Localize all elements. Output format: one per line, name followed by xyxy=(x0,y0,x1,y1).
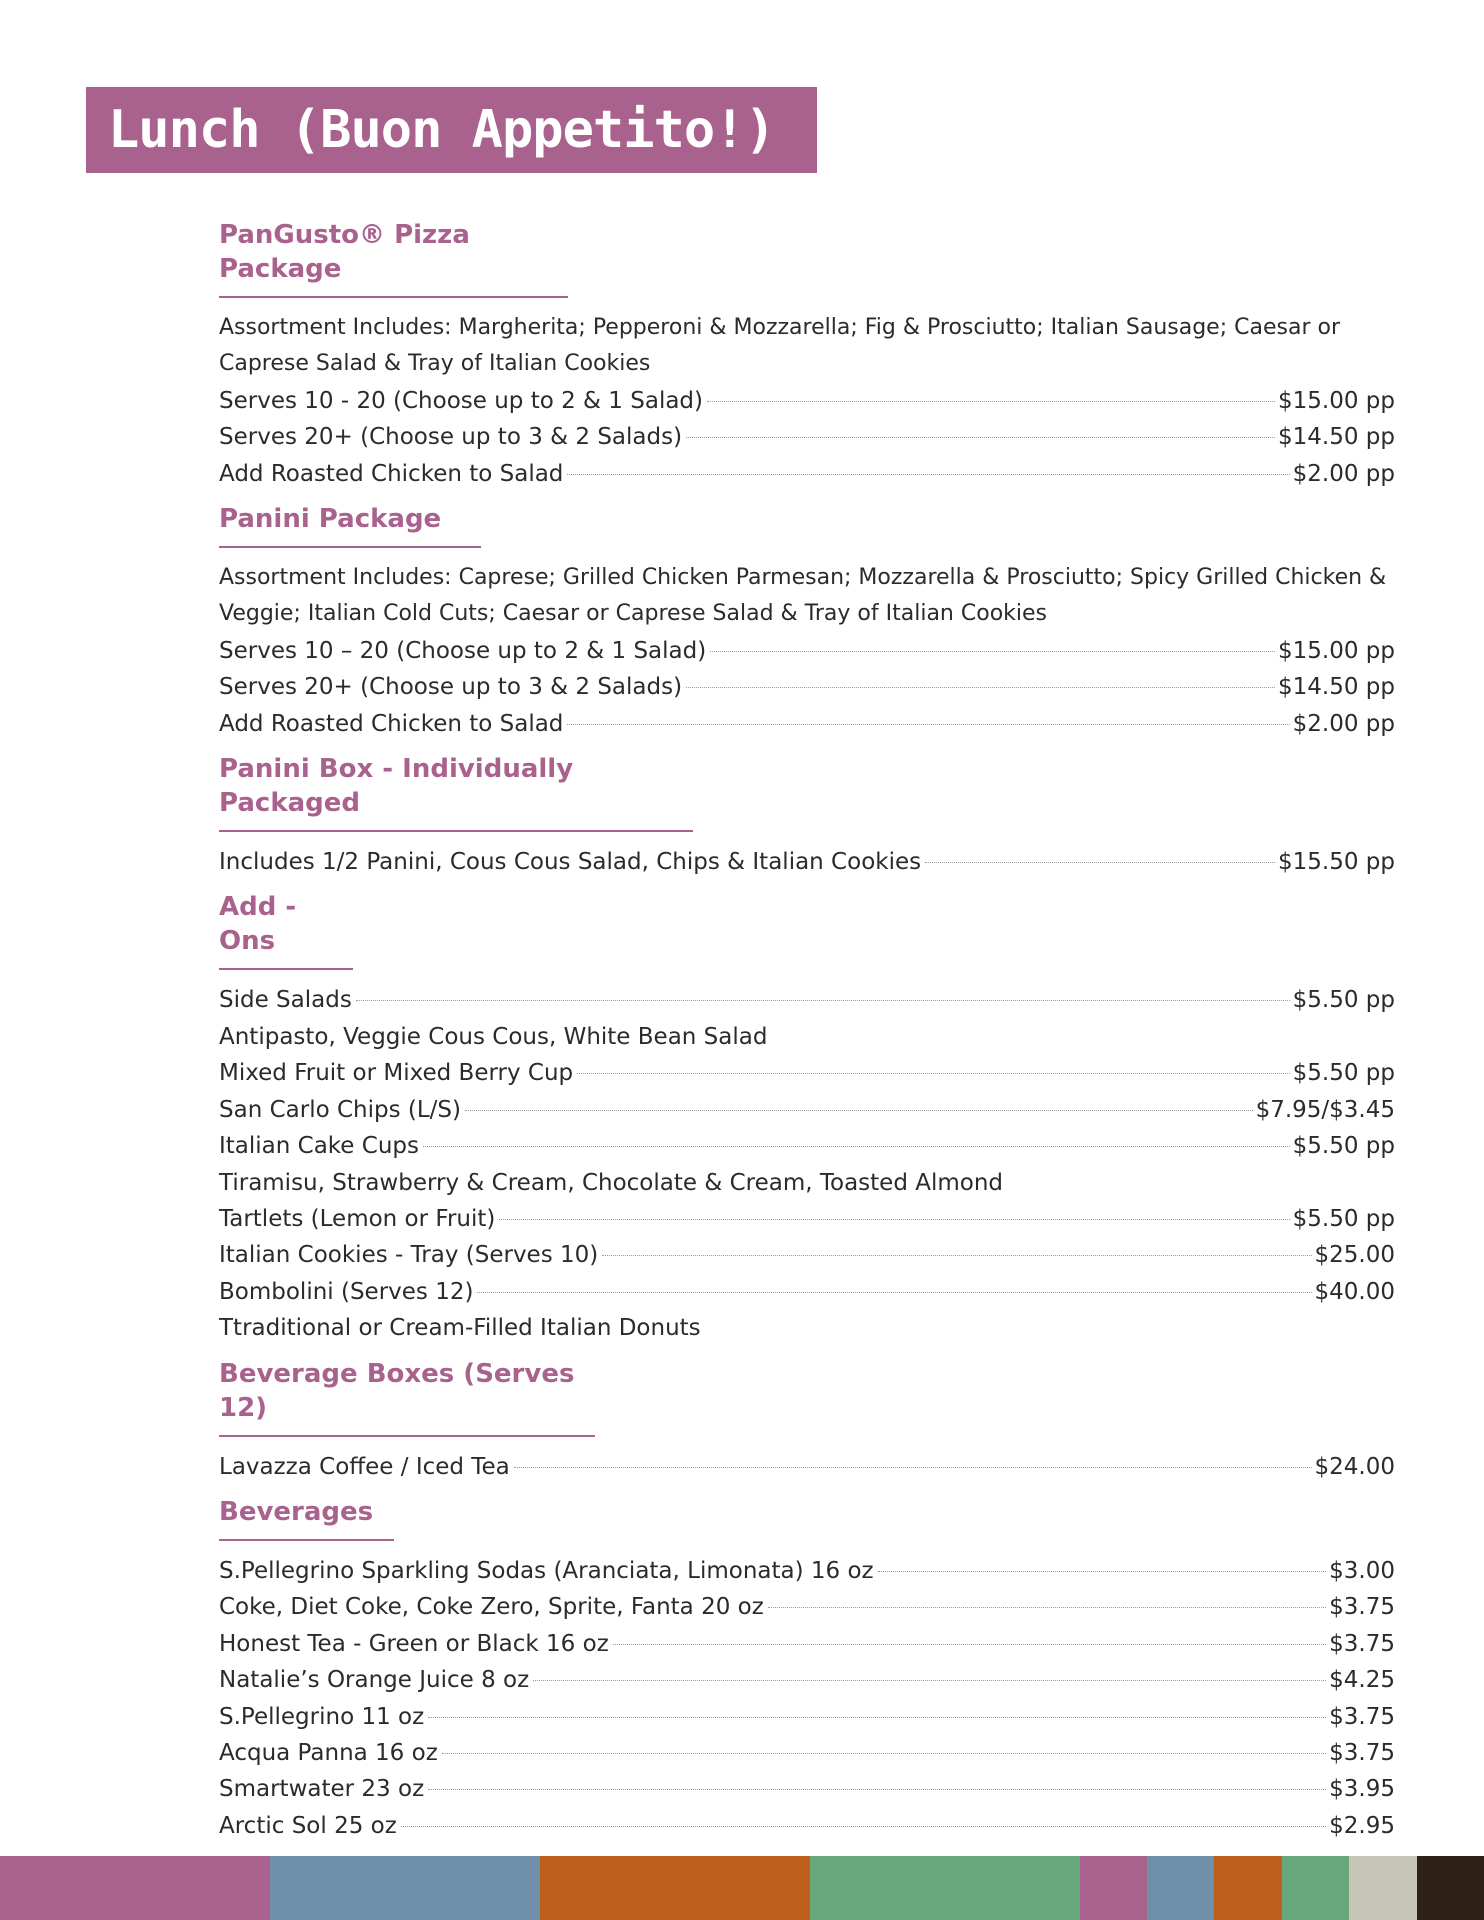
item-label: Natalie’s Orange Juice 8 oz xyxy=(219,1667,530,1694)
section-beverage-boxes xyxy=(219,1357,1395,1485)
menu-item xyxy=(219,1274,1395,1310)
section-add-ons xyxy=(219,890,1395,1346)
section-title: Beverage Boxes (Serves 12) xyxy=(219,1358,575,1423)
item-price: $15.00 pp xyxy=(1278,387,1395,414)
dot-leader xyxy=(602,1255,1311,1256)
item-price: $24.00 xyxy=(1314,1453,1395,1480)
item-label: Side Salads xyxy=(219,987,352,1014)
section-underline xyxy=(219,296,568,298)
item-price: $3.95 xyxy=(1329,1776,1395,1803)
item-label: Mixed Fruit or Mixed Berry Cup xyxy=(219,1060,574,1087)
footer-color-stripes xyxy=(0,1856,1484,1920)
dot-leader xyxy=(567,474,1289,475)
footer-stripe xyxy=(1282,1856,1349,1920)
dot-leader xyxy=(401,1826,1326,1827)
section-header xyxy=(219,502,481,560)
dot-leader xyxy=(442,1753,1326,1754)
item-label: Lavazza Coffee / Iced Tea xyxy=(219,1453,510,1480)
menu-item xyxy=(219,1662,1395,1698)
dot-leader xyxy=(686,687,1275,688)
dot-leader xyxy=(707,401,1275,402)
section-underline xyxy=(219,1539,394,1541)
dot-leader xyxy=(533,1680,1326,1681)
item-price: $5.50 pp xyxy=(1292,1060,1395,1087)
item-label: S.Pellegrino 11 oz xyxy=(219,1703,425,1730)
dot-leader xyxy=(710,651,1275,652)
section-title: Panini Package xyxy=(219,504,442,535)
menu-item xyxy=(219,1201,1395,1237)
item-label: Coke, Diet Coke, Coke Zero, Sprite, Fanta 20 oz xyxy=(219,1594,764,1621)
section-title: Beverages xyxy=(219,1496,374,1527)
footer-stripe xyxy=(0,1856,270,1920)
dot-leader xyxy=(514,1467,1312,1468)
footer-stripe xyxy=(270,1856,540,1920)
dot-leader xyxy=(925,862,1275,863)
menu-item xyxy=(219,1808,1395,1844)
item-price: $15.50 pp xyxy=(1278,849,1395,876)
menu-item xyxy=(219,982,1395,1018)
item-price: $2.00 pp xyxy=(1292,710,1395,737)
dot-leader xyxy=(613,1644,1326,1645)
dot-leader xyxy=(423,1146,1290,1147)
section-header xyxy=(219,752,693,844)
item-note: Antipasto, Veggie Cous Cous, White Bean Salad xyxy=(219,1023,768,1050)
dot-leader xyxy=(686,437,1275,438)
dot-leader xyxy=(878,1571,1327,1572)
item-price: $4.25 xyxy=(1329,1667,1395,1694)
menu-item xyxy=(219,633,1395,669)
section-title: PanGusto® Pizza Package xyxy=(219,220,470,284)
item-label: Serves 20+ (Choose up to 3 & 2 Salads) xyxy=(219,424,683,451)
section-header xyxy=(219,890,353,982)
item-label: Includes 1/2 Panini, Cous Cous Salad, Chips & Italian Cookies xyxy=(219,849,922,876)
menu-item xyxy=(219,1553,1395,1589)
item-label: Add Roasted Chicken to Salad xyxy=(219,460,564,487)
menu-item xyxy=(219,419,1395,455)
item-label: Bombolini (Serves 12) xyxy=(219,1278,474,1305)
dot-leader xyxy=(768,1607,1326,1608)
item-price: $2.00 pp xyxy=(1292,460,1395,487)
dot-leader xyxy=(356,1000,1290,1001)
item-price: $5.50 pp xyxy=(1292,987,1395,1014)
menu-item xyxy=(219,1449,1395,1485)
dot-leader xyxy=(499,1219,1289,1220)
menu-item xyxy=(219,1735,1395,1771)
item-label: Arctic Sol 25 oz xyxy=(219,1812,397,1839)
menu-item xyxy=(219,1055,1395,1091)
section-description: Assortment Includes: Margherita; Pepperoni & Mozzarella; Fig & Prosciutto; Italian Sausage; Caesar or Caprese Salad & Tray of Italian Cookies xyxy=(219,315,1340,377)
section-panini-package xyxy=(219,502,1395,742)
menu-item xyxy=(219,1626,1395,1662)
item-label: Add Roasted Chicken to Salad xyxy=(219,710,564,737)
item-price: $3.75 xyxy=(1329,1703,1395,1730)
item-label: Italian Cookies - Tray (Serves 10) xyxy=(219,1242,599,1269)
footer-stripe xyxy=(810,1856,1080,1920)
item-label: Italian Cake Cups xyxy=(219,1133,419,1160)
item-price: $5.50 pp xyxy=(1292,1205,1395,1232)
footer-stripe xyxy=(1349,1856,1417,1920)
item-price: $5.50 pp xyxy=(1292,1133,1395,1160)
item-label: Serves 10 - 20 (Choose up to 2 & 1 Salad) xyxy=(219,387,703,414)
section-underline xyxy=(219,968,353,970)
item-price: $15.00 pp xyxy=(1278,637,1395,664)
item-price: $3.75 xyxy=(1329,1594,1395,1621)
section-header xyxy=(219,1357,595,1449)
item-price: $40.00 xyxy=(1314,1278,1395,1305)
item-label: Smartwater 23 oz xyxy=(219,1776,425,1803)
section-title: Panini Box - Individually Packaged xyxy=(219,754,574,819)
menu-item xyxy=(219,706,1395,742)
menu-item xyxy=(219,1771,1395,1807)
dot-leader xyxy=(465,1110,1253,1111)
menu-item xyxy=(219,1237,1395,1273)
section-description: Assortment Includes: Caprese; Grilled Chicken Parmesan; Mozzarella & Prosciutto; Spicy Grilled Chicken & Veggie; Italian Cold Cuts; Caesar or Caprese Salad & Tray of Italian Cookies xyxy=(219,565,1387,627)
menu-item xyxy=(219,844,1395,880)
item-label: Honest Tea - Green or Black 16 oz xyxy=(219,1630,609,1657)
footer-stripe xyxy=(1417,1856,1484,1920)
item-label: Tartlets (Lemon or Fruit) xyxy=(219,1205,496,1232)
item-price: $14.50 pp xyxy=(1278,424,1395,451)
footer-stripe xyxy=(1147,1856,1214,1920)
footer-stripe xyxy=(540,1856,810,1920)
item-label: S.Pellegrino Sparkling Sodas (Aranciata, Limonata) 16 oz xyxy=(219,1557,874,1584)
dot-leader xyxy=(428,1789,1326,1790)
menu-item xyxy=(219,1128,1395,1164)
item-price: $25.00 xyxy=(1314,1242,1395,1269)
footer-stripe xyxy=(1214,1856,1282,1920)
item-label: Serves 20+ (Choose up to 3 & 2 Salads) xyxy=(219,674,683,701)
dot-leader xyxy=(567,724,1289,725)
section-beverages xyxy=(219,1495,1395,1844)
section-underline xyxy=(219,830,693,832)
menu-item xyxy=(219,1092,1395,1128)
menu-item xyxy=(219,669,1395,705)
item-note: Tiramisu, Strawberry & Cream, Chocolate & Cream, Toasted Almond xyxy=(219,1169,1004,1196)
item-price: $3.75 xyxy=(1329,1630,1395,1657)
item-price: $3.75 xyxy=(1329,1739,1395,1766)
item-price: $2.95 xyxy=(1329,1812,1395,1839)
section-title: Add - Ons xyxy=(219,892,297,957)
section-pizza-package xyxy=(219,218,1395,492)
dot-leader xyxy=(428,1717,1326,1718)
section-header xyxy=(219,218,568,310)
item-label: Acqua Panna 16 oz xyxy=(219,1739,438,1766)
item-label: Serves 10 – 20 (Choose up to 2 & 1 Salad) xyxy=(219,637,707,664)
menu-item xyxy=(219,383,1395,419)
menu-item xyxy=(219,1699,1395,1735)
footer-stripe xyxy=(1080,1856,1147,1920)
item-label: San Carlo Chips (L/S) xyxy=(219,1096,461,1123)
section-underline xyxy=(219,1435,595,1437)
item-note: Ttraditional or Cream-Filled Italian Donuts xyxy=(219,1315,701,1342)
section-underline xyxy=(219,546,481,548)
dot-leader xyxy=(477,1292,1311,1293)
item-price: $3.00 xyxy=(1329,1557,1395,1584)
item-price: $14.50 pp xyxy=(1278,674,1395,701)
page-title: Lunch (Buon Appetito!) xyxy=(86,87,817,173)
item-price: $7.95/$3.45 xyxy=(1255,1096,1395,1123)
menu-content xyxy=(219,218,1395,1854)
section-header xyxy=(219,1495,394,1553)
dot-leader xyxy=(577,1073,1289,1074)
menu-item xyxy=(219,1589,1395,1625)
section-panini-box xyxy=(219,752,1395,880)
menu-item xyxy=(219,456,1395,492)
